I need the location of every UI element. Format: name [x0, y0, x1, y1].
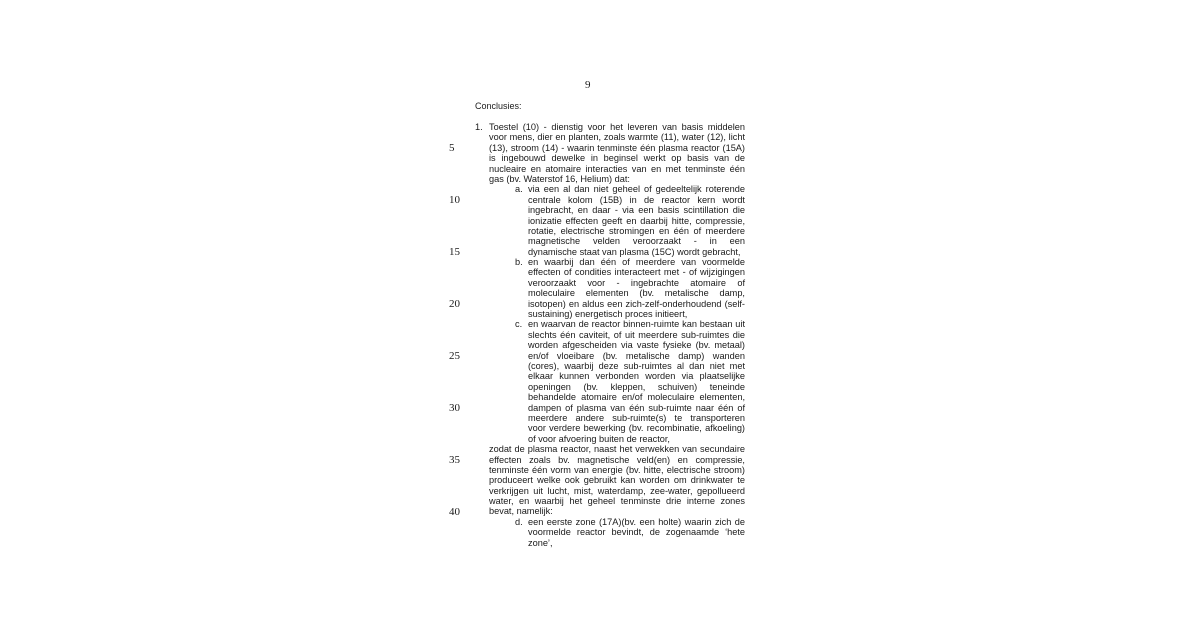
claim-intro [475, 122, 745, 184]
text-line: voor mens, dier en planten, zoals warmte (11), water (12), licht [489, 132, 745, 143]
text-line: dampen of plasma van één sub-ruimte naar één of [528, 402, 745, 413]
text-line: ionizatie effecten geeft en daarbij hitte, compressie, [528, 215, 745, 226]
text-line: via een al dan niet geheel of gedeeltelijk roterende [528, 184, 745, 195]
text-line: voormelde reactor bevindt, de zogenaamde ‘hete [528, 527, 745, 538]
text-line: voor verdere bewerking (bv. recombinatie, afkoeling) [528, 423, 745, 434]
text-line: isotopen) en aldus een zich-zelf-onderhoudend (self- [528, 298, 745, 309]
text-line: produceert welke ook gebruikt kan worden om drinkwater te [489, 475, 745, 486]
text-line: bevat, namelijk: [489, 506, 553, 517]
line-number: 35 [449, 454, 460, 466]
line-number: 25 [449, 350, 460, 362]
text-line: effecten zoals bv. magnetische veld(en) en compressie, [489, 454, 745, 465]
text-line: water, en waarbij het geheel tenminste drie interne zones [489, 496, 745, 507]
text-line: elkaar kunnen verbonden worden via plaatselijke [528, 371, 745, 382]
text-line: Toestel (10) - dienstig voor het leveren van basis middelen [489, 122, 745, 132]
line-number: 20 [449, 298, 460, 310]
text-line: magnetische velden veroorzaakt - in een [528, 236, 745, 247]
text-line: behandelde atomaire en/of moleculaire elementen, [528, 392, 745, 403]
text-line: gas (bv. Waterstof 16, Helium) dat: [489, 173, 630, 184]
text-line: centrale kolom (15B) in de reactor kern wordt [528, 194, 745, 205]
sub-item-label: d. [515, 516, 523, 527]
text-line: rotatie, electrische stromingen en één of meerdere [528, 225, 745, 236]
text-line: slechts één caviteit, of uit meerdere sub-ruimtes die [528, 329, 745, 340]
sub-item-label: b. [515, 257, 523, 268]
line-number: 5 [449, 142, 455, 154]
sub-item-c [475, 319, 745, 444]
sub-item-label: c. [515, 319, 523, 330]
text-line: (13), stroom (14) - waarin tenminste één plasma reactor (15A) [489, 142, 745, 153]
text-line: meerdere andere sub-ruimte(s) te transporteren [528, 412, 745, 423]
text-line: verkrijgen uit lucht, mist, waterdamp, zee-water, gepollueerd [489, 485, 745, 496]
line-number: 30 [449, 402, 460, 414]
text-line: dynamische staat van plasma (15C) wordt gebracht, [528, 246, 741, 257]
claim-middle [475, 444, 745, 517]
sub-item-d [475, 517, 745, 548]
text-line: openingen (bv. kleppen, schuiven) teneinde [528, 381, 745, 392]
text-line: is ingebouwd dewelke in beginsel werkt op basis van de [489, 153, 745, 164]
text-line: en waarbij dan één of meerdere van voormelde [528, 257, 745, 268]
text-line: worden afgescheiden via vaste fysieke (bv. metaal) [528, 340, 745, 351]
text-line: en waarvan de reactor binnen-ruimte kan bestaan uit [528, 319, 745, 330]
claim-body [475, 122, 745, 548]
line-number: 40 [449, 506, 460, 518]
text-line: een eerste zone (17A)(bv. een holte) waarin zich de [528, 516, 745, 527]
text-line: en/of vloeibare (bv. metalische damp) wanden [528, 350, 745, 361]
claim-number: 1. [475, 122, 483, 132]
sub-item-label: a. [515, 184, 523, 195]
text-line: of voor afvoering buiten de reactor, [528, 433, 670, 444]
sub-item-a [475, 184, 745, 257]
text-line: (cores), waarbij deze sub-ruimtes al dan niet met [528, 360, 745, 371]
text-line: effecten of condities interacteert met - of wijzigingen [528, 267, 745, 278]
text-line: zone’, [528, 537, 553, 548]
page-number: 9 [585, 79, 591, 91]
text-line: sustaining) energetisch proces initieert, [528, 309, 688, 320]
text-line: tenminste één vorm van energie (bv. hitte, electrische stroom) [489, 464, 745, 475]
sub-item-b [475, 257, 745, 319]
line-number: 10 [449, 194, 460, 206]
text-line: moleculaire elementen (bv. metalische damp, [528, 288, 745, 299]
heading-conclusies: Conclusies: [475, 101, 522, 111]
text-line: veroorzaakt voor - ingebrachte atomaire of [528, 277, 745, 288]
text-line: nucleaire en atomaire interacties van en met tenminste één [489, 163, 745, 174]
line-number: 15 [449, 246, 460, 258]
text-line: zodat de plasma reactor, naast het verwekken van secundaire [489, 444, 745, 455]
text-line: ingebracht, en daar - via een basis scintillation die [528, 205, 745, 216]
